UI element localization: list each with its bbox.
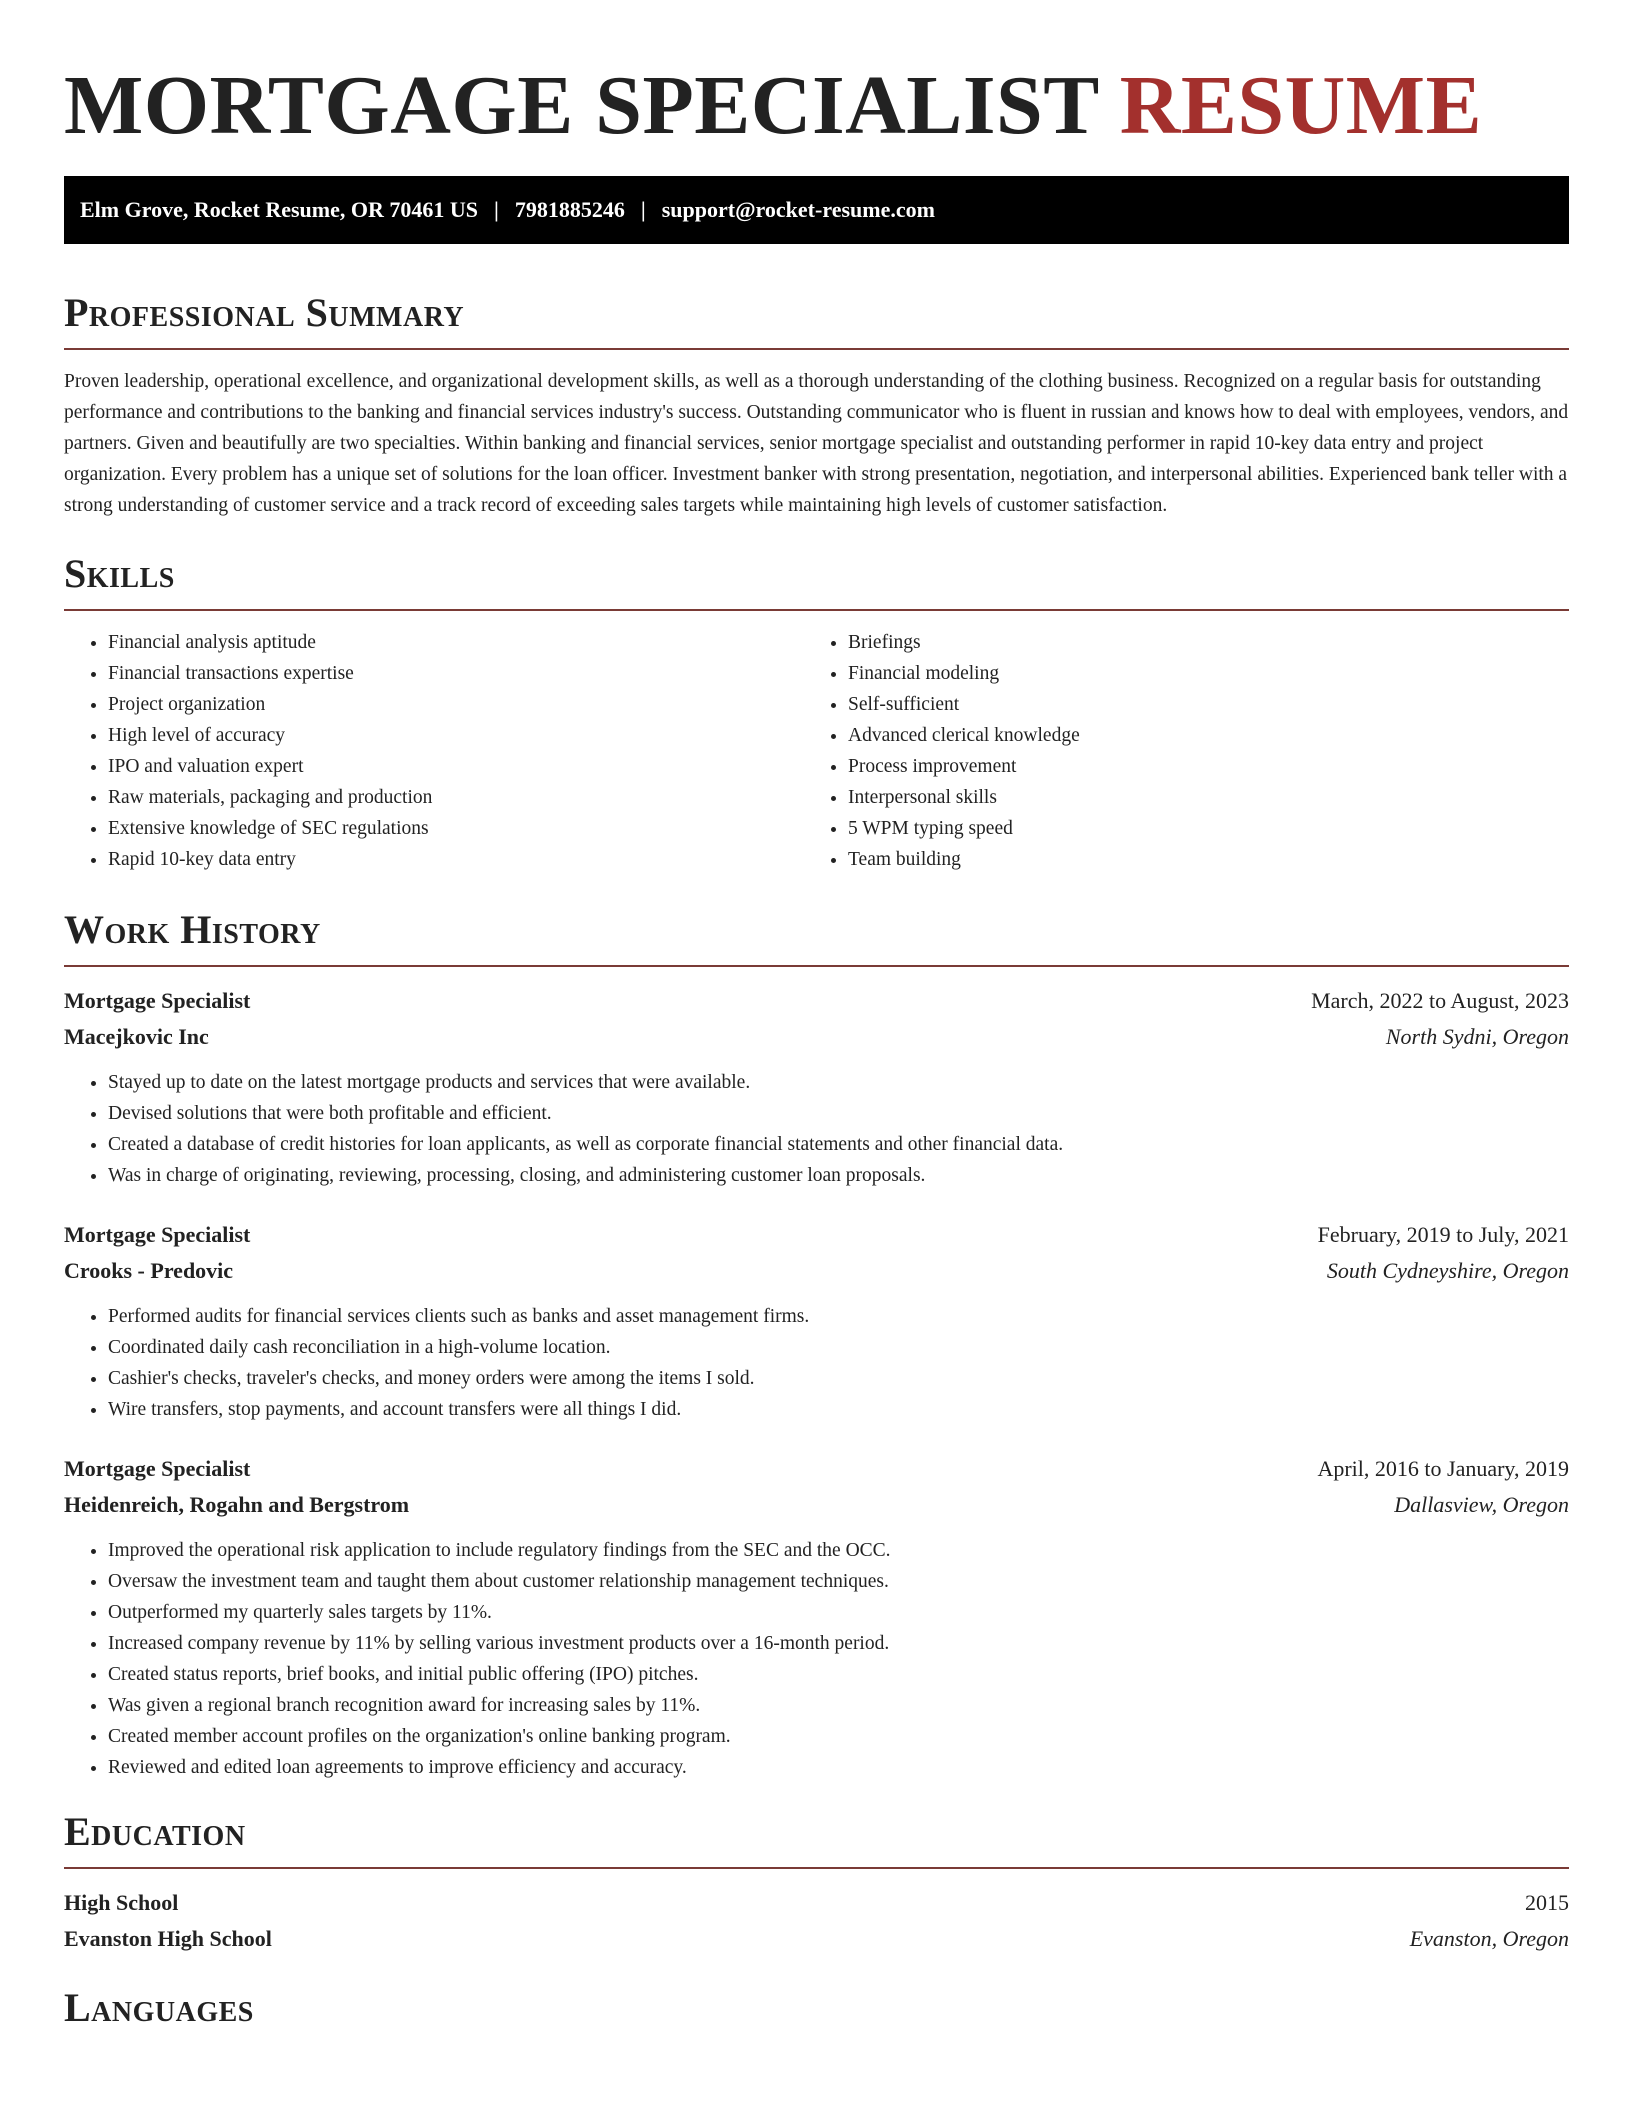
education-location: Evanston, Oregon [1409, 1926, 1569, 1951]
summary-section [64, 290, 1569, 521]
job-company: Macejkovic Inc [64, 1024, 209, 1049]
skill-item: • Interpersonal skills [848, 782, 1544, 813]
skill-item: • 5 WPM typing speed [848, 813, 1544, 844]
skills-column-right [804, 627, 1544, 875]
section-heading-summary: Professional Summary [64, 290, 465, 335]
skill-item: • Financial modeling [848, 658, 1544, 689]
job-duty-item: • Coordinated daily cash reconciliation in a high-volume location. [108, 1332, 1569, 1363]
job-entry [64, 1451, 1569, 1783]
job-duty-item: • Increased company revenue by 11% by selling various investment products over a 16-month period. [108, 1628, 1569, 1659]
job-header-row [64, 983, 1569, 1019]
section-divider [64, 965, 1569, 967]
skill-item: • Financial transactions expertise [108, 658, 804, 689]
section-heading-education: Education [64, 1809, 246, 1854]
section-heading-skills: Skills [64, 551, 175, 596]
skill-item: • High level of accuracy [108, 720, 804, 751]
skill-item: • Rapid 10-key data entry [108, 844, 804, 875]
resume-page [64, 0, 1569, 2031]
skill-item: • Financial analysis aptitude [108, 627, 804, 658]
summary-text: Proven leadership, operational excellence, and organizational development skills, as well as a thorough understanding of the clothing business. Recognized on a regular basis for outstanding performance and contributions to the banking and financial services industry's success. Outstanding communicator who is fluent in russian and knows how to deal with employees, vendors, and partners. Given and beautifully are two specialties. Within banking and financial services, senior mortgage specialist and outstanding performer in rapid 10-key data entry and project organization. Every problem has a unique set of solutions for the loan officer. Investment banker with strong presentation, negotiation, and interpersonal abilities. Experienced bank teller with a strong understanding of customer service and a track record of exceeding sales targets while maintaining high levels of customer satisfaction. [64, 371, 1569, 516]
job-entry [64, 1217, 1569, 1425]
job-duty-item: • Was in charge of originating, reviewing, processing, closing, and administering customer loan proposals. [108, 1160, 1569, 1191]
job-location: South Cydneyshire, Oregon [1326, 1258, 1569, 1283]
skill-item: • Briefings [848, 627, 1544, 658]
skills-section [64, 551, 1569, 875]
job-title: Mortgage Specialist [64, 1222, 251, 1247]
job-duty-item: • Was given a regional branch recognition award for increasing sales by 11%. [108, 1690, 1569, 1721]
job-subheader-row [64, 1019, 1569, 1055]
contact-phone: 7981885246 [514, 197, 625, 222]
job-company: Crooks - Predovic [64, 1258, 234, 1283]
skills-column-left [64, 627, 804, 875]
job-duty-item: • Created status reports, brief books, and initial public offering (IPO) pitches. [108, 1659, 1569, 1690]
contact-address: Elm Grove, Rocket Resume, OR 70461 US [80, 197, 478, 222]
job-duty-item: • Created member account profiles on the organization's online banking program. [108, 1721, 1569, 1752]
skill-item: • Self-sufficient [848, 689, 1544, 720]
job-duty-item: • Created a database of credit histories for loan applicants, as well as corporate financial statements and other financial data. [108, 1129, 1569, 1160]
job-subheader-row [64, 1487, 1569, 1523]
skill-item: • Process improvement [848, 751, 1544, 782]
job-subheader-row [64, 1253, 1569, 1289]
job-duties-list [64, 1301, 1569, 1425]
education-entry [64, 1885, 1569, 1957]
job-duty-item: • Devised solutions that were both profitable and efficient. [108, 1098, 1569, 1129]
job-duties-list [64, 1535, 1569, 1783]
job-duty-item: • Reviewed and edited loan agreements to improve efficiency and accuracy. [108, 1752, 1569, 1783]
job-dates: April, 2016 to January, 2019 [1317, 1456, 1569, 1481]
skill-item: • Extensive knowledge of SEC regulations [108, 813, 804, 844]
skills-list-right [804, 627, 1544, 875]
skill-item: • Team building [848, 844, 1544, 875]
job-duty-item: • Oversaw the investment team and taught them about customer relationship management techniques. [108, 1566, 1569, 1597]
contact-email: support@rocket-resume.com [661, 197, 935, 222]
education-header-row [64, 1885, 1569, 1921]
education-subheader-row [64, 1921, 1569, 1957]
job-duty-item: • Wire transfers, stop payments, and account transfers were all things I did. [108, 1394, 1569, 1425]
skill-item: • Project organization [108, 689, 804, 720]
work-history-section [64, 907, 1569, 1783]
contact-separator: | [640, 197, 646, 222]
job-header-row [64, 1451, 1569, 1487]
job-duty-item: • Outperformed my quarterly sales targets by 11%. [108, 1597, 1569, 1628]
job-company: Heidenreich, Rogahn and Bergstrom [64, 1492, 410, 1517]
job-title: Mortgage Specialist [64, 1456, 251, 1481]
section-heading-work-history: Work History [64, 907, 321, 952]
contact-separator: | [494, 197, 499, 222]
section-divider [64, 609, 1569, 611]
section-heading-languages: Languages [64, 1985, 254, 2030]
contact-bar [64, 176, 1569, 244]
job-entry [64, 983, 1569, 1191]
skills-columns [64, 627, 1569, 875]
job-header-row [64, 1217, 1569, 1253]
skill-item: • IPO and valuation expert [108, 751, 804, 782]
job-dates: March, 2022 to August, 2023 [1311, 988, 1569, 1013]
skill-item: • Raw materials, packaging and production [108, 782, 804, 813]
education-school: Evanston High School [64, 1926, 272, 1951]
title-accent: RESUME [1119, 59, 1483, 152]
job-duty-item: • Cashier's checks, traveler's checks, and money orders were among the items I sold. [108, 1363, 1569, 1394]
job-title: Mortgage Specialist [64, 988, 251, 1013]
job-location: North Sydni, Oregon [1385, 1024, 1569, 1049]
section-divider [64, 348, 1569, 350]
resume-title [64, 0, 1569, 156]
education-section [64, 1809, 1569, 1957]
skills-list-left [64, 627, 804, 875]
title-main: MORTGAGE SPECIALIST [64, 59, 1099, 152]
job-dates: February, 2019 to July, 2021 [1317, 1222, 1569, 1247]
skill-item: • Advanced clerical knowledge [848, 720, 1544, 751]
job-duties-list [64, 1067, 1569, 1191]
job-duty-item: • Stayed up to date on the latest mortgage products and services that were available. [108, 1067, 1569, 1098]
education-degree: High School [64, 1890, 179, 1915]
languages-section [64, 1985, 1569, 2031]
education-year: 2015 [1525, 1890, 1569, 1915]
job-duty-item: • Improved the operational risk application to include regulatory findings from the SEC and the OCC. [108, 1535, 1569, 1566]
job-location: Dallasview, Oregon [1394, 1492, 1569, 1517]
job-duty-item: • Performed audits for financial services clients such as banks and asset management firms. [108, 1301, 1569, 1332]
section-divider [64, 1867, 1569, 1869]
